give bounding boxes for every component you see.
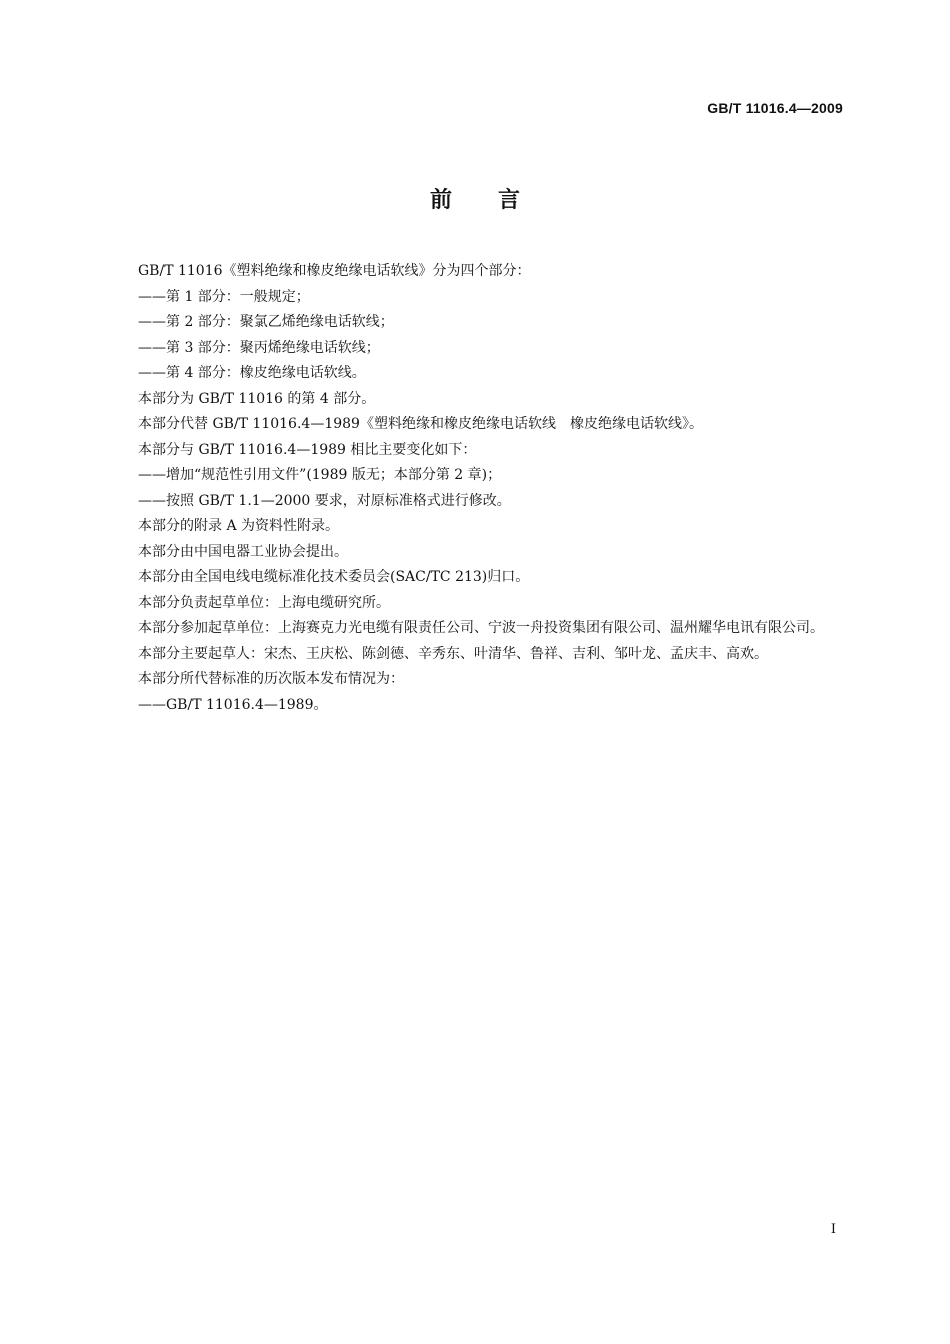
page-title: 前言	[429, 188, 566, 213]
paragraph: GB/T 11016《塑料绝缘和橡皮绝缘电话软线》分为四个部分：	[138, 263, 531, 279]
list-item: ——第 4 部分：橡皮绝缘电话软线。	[138, 365, 366, 381]
paragraph: 本部分负责起草单位：上海电缆研究所。	[138, 594, 390, 611]
foreword-body	[108, 259, 844, 718]
paragraph: 本部分由中国电器工业协会提出。	[138, 543, 348, 560]
list-item: ——第 3 部分：聚丙烯绝缘电话软线；	[138, 339, 380, 356]
standard-number: GB/T 11016.4—2009	[707, 100, 843, 116]
page-number: I	[830, 1222, 836, 1237]
list-item: ——增加“规范性引用文件”(1989 版无；本部分第 2 章)；	[138, 467, 502, 483]
list-item: ——第 2 部分：聚氯乙烯绝缘电话软线；	[138, 314, 394, 330]
paragraph: 本部分参加起草单位：上海赛克力光电缆有限责任公司、宁波一舟投资集团有限公司、温州耀华电讯有限公司。	[138, 620, 824, 636]
paragraph: 本部分的附录 A 为资料性附录。	[138, 518, 340, 534]
paragraph: 本部分主要起草人：宋杰、王庆松、陈剑德、辛秀东、叶清华、鲁祥、吉利、邹叶龙、孟庆丰、高欢。	[138, 645, 768, 662]
paragraph: 本部分为 GB/T 11016 的第 4 部分。	[138, 390, 376, 407]
paragraph: 本部分由全国电线电缆标准化技术委员会(SAC/TC 213)归口。	[138, 569, 530, 585]
list-item: ——第 1 部分：一般规定；	[138, 288, 310, 305]
paragraph: 本部分代替 GB/T 11016.4—1989《塑料绝缘和橡皮绝缘电话软线 橡皮绝缘电话软线》。	[138, 416, 703, 432]
list-item: ——按照 GB/T 1.1—2000 要求，对原标准格式进行修改。	[138, 492, 511, 509]
paragraph: 本部分与 GB/T 11016.4—1989 相比主要变化如下：	[138, 441, 477, 458]
paragraph: 本部分所代替标准的历次版本发布情况为：	[138, 671, 404, 687]
list-item: ——GB/T 11016.4—1989。	[138, 696, 328, 713]
